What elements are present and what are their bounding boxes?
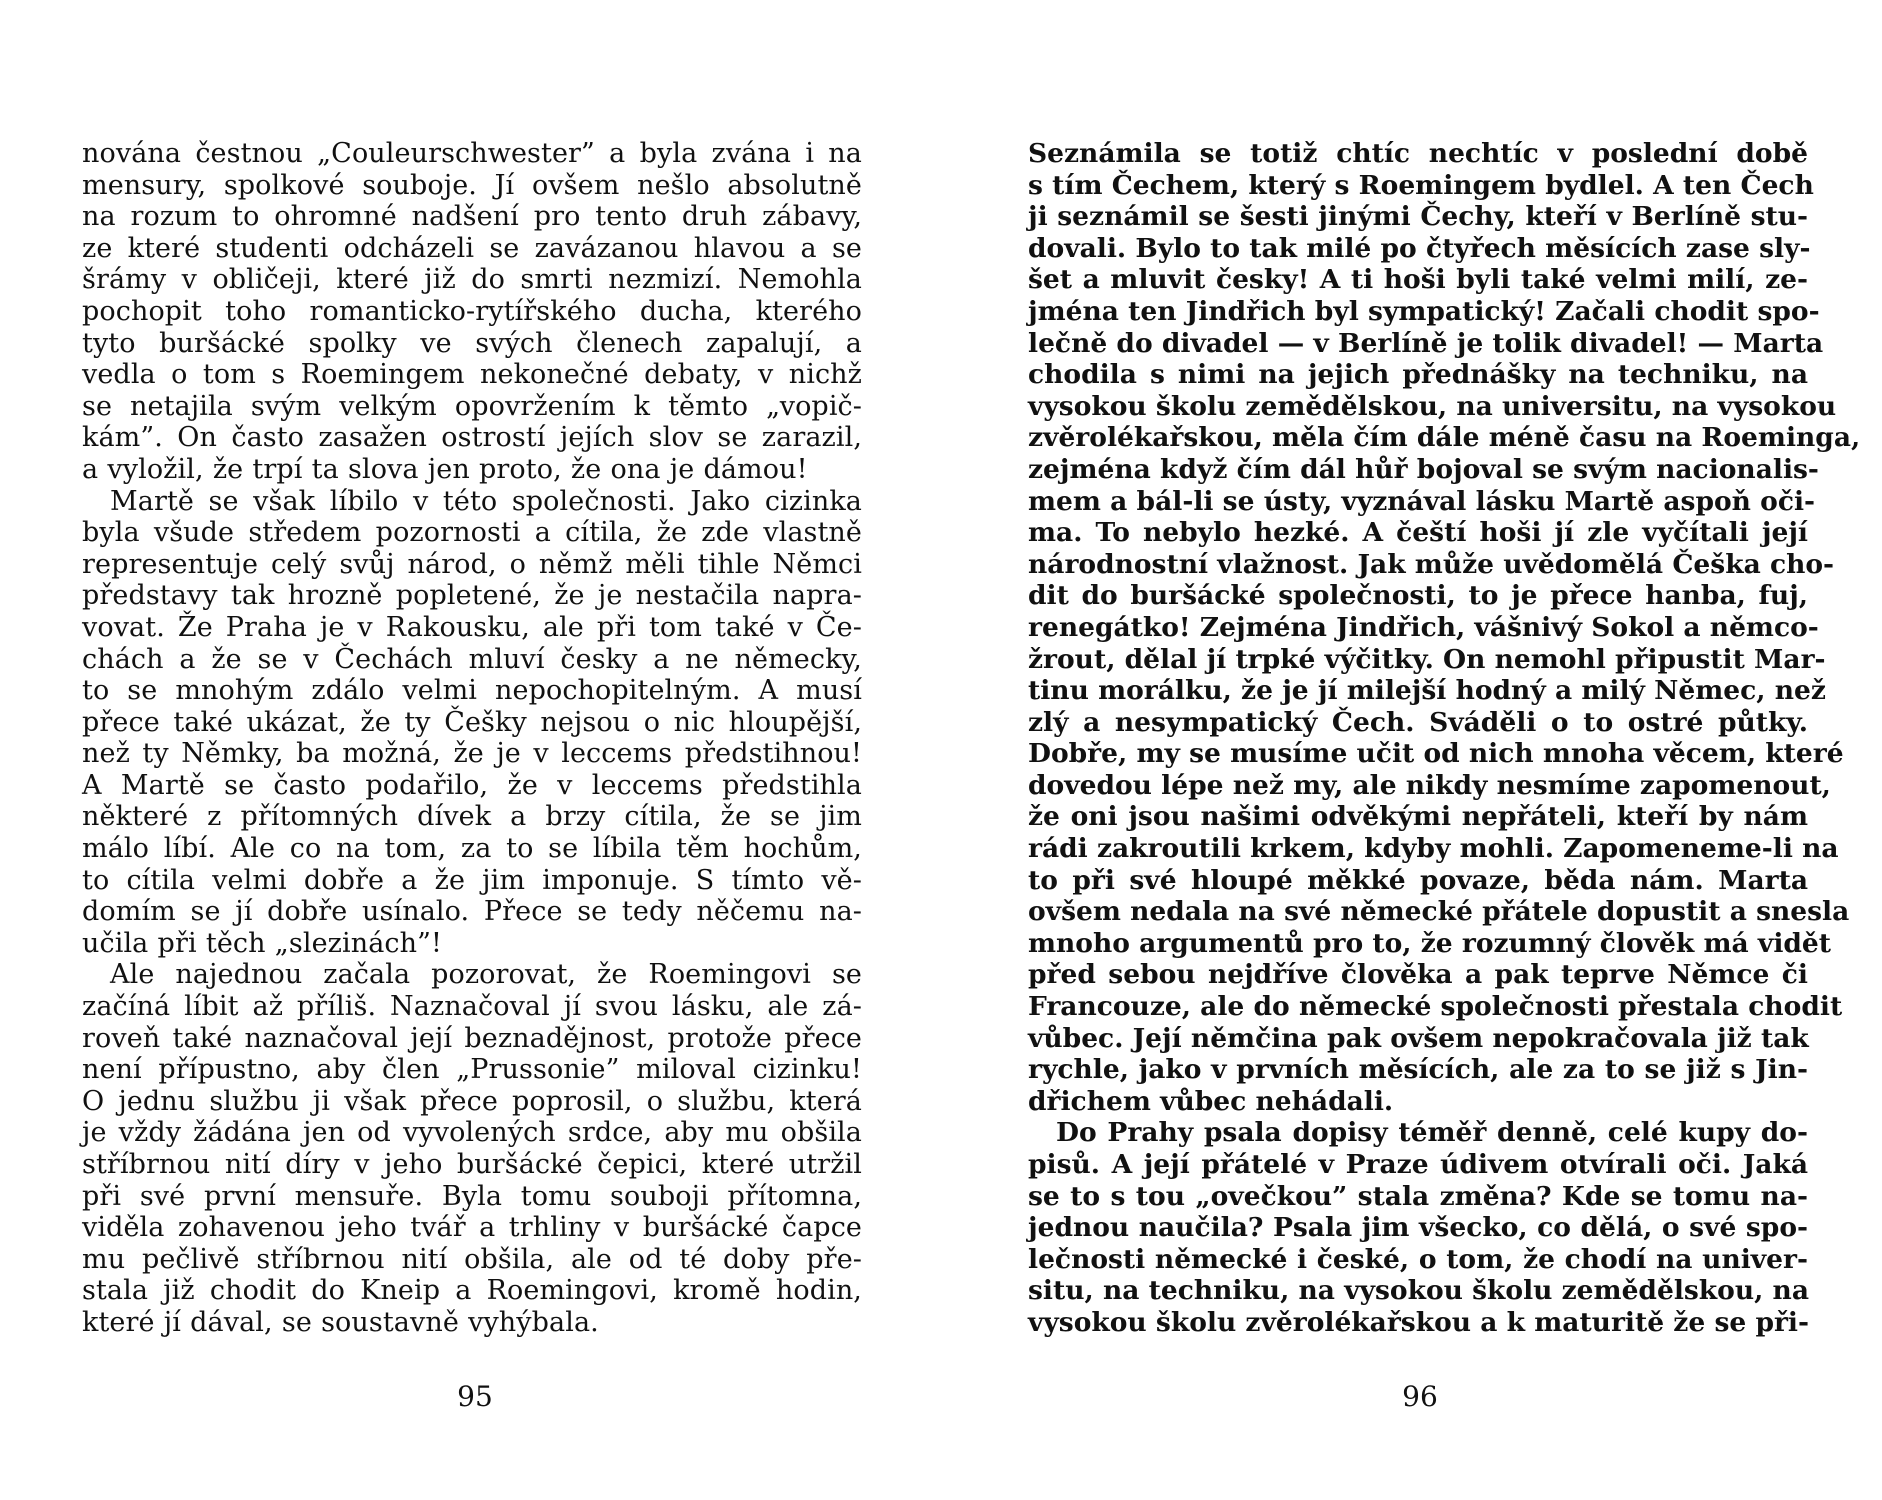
text-line: nována čestnou „Couleurschwester” a byla zvána i na (82, 138, 862, 169)
text-line: jména ten Jindřich byl sympatický! Začali chodit spo- (1028, 295, 1820, 327)
text-line: mem a bál-li se ústy, vyznával lásku Martě aspoň oči- (1028, 485, 1816, 517)
text-line: vysokou školu zvěrolékařskou a k maturitě že se při- (1028, 1306, 1809, 1338)
text-line: s tím Čechem, který s Roemingem bydlel. A ten Čech (1028, 169, 1814, 201)
text-line: domím se jí dobře usínalo. Přece se tedy něčemu na- (82, 896, 862, 928)
text-line: před sebou nejdříve člověka a pak teprve Němce či (1028, 959, 1808, 991)
left-page-number: 95 (457, 1380, 493, 1413)
text-line: mensury, spolkové souboje. Jí ovšem nešlo absolutně (82, 169, 862, 201)
text-line: že oni jsou našimi odvěkými nepřáteli, kteří by nám (1028, 801, 1808, 833)
right-page-number: 96 (1402, 1380, 1438, 1413)
text-line: tyto buršácké spolky ve svých členech zapalují, a (82, 327, 862, 359)
text-line: rychle, jako v prvních měsících, ale za to se již s Jin- (1028, 1054, 1808, 1086)
text-line: O jednu službu ji však přece poprosil, o službu, která (82, 1085, 862, 1117)
text-line: některé z přítomných dívek a brzy cítila, že se jim (82, 801, 862, 833)
text-line: je vždy žádána jen od vyvolených srdce, aby mu obšila (82, 1117, 862, 1149)
text-line: roveň také naznačoval její beznadějnost, protože přece (82, 1022, 862, 1054)
text-line: pochopit toho romanticko-rytířského ducha, kterého (82, 295, 862, 327)
text-line: pisů. A její přátelé v Praze údivem otvírali oči. Jaká (1028, 1149, 1808, 1180)
text-line: přece také ukázat, že ty Češky nejsou o nic hloupější, (82, 706, 862, 738)
text-line: lečnosti německé i české, o tom, že chodí na univer- (1028, 1243, 1808, 1275)
text-line: ma. To nebylo hezké. A čeští hoši jí zle vyčítali její (1028, 517, 1808, 549)
text-line: učila při těch „slezinách”! (82, 927, 442, 959)
text-line: než ty Němky, ba možná, že je v leccems předstihnou! (82, 738, 862, 770)
text-line: jednou naučila? Psala jim všecko, co dělá, o své spo- (1028, 1212, 1808, 1244)
text-line: to cítila velmi dobře a že jim imponuje. S tímto vě- (82, 864, 862, 896)
text-line: zvěrolékařskou, měla čím dále méně času na Roeminga, (1028, 422, 1861, 454)
text-line: mu pečlivě stříbrnou nití obšila, ale od té doby pře- (82, 1243, 862, 1275)
text-line: stříbrnou nití díry v jeho buršácké čepici, které utržil (82, 1149, 862, 1180)
text-line: dit do buršácké společnosti, to je přece hanba, fuj, (1028, 580, 1808, 612)
text-line: lečně do divadel — v Berlíně je tolik divadel! — Marta (1028, 327, 1824, 359)
text-line: Dobře, my se musíme učit od nich mnoha věcem, které (1028, 738, 1844, 770)
text-line: vůbec. Její němčina pak ovšem nepokračovala již tak (1028, 1022, 1809, 1054)
text-line: není přípustno, aby člen „Prussonie” miloval cizinku! (82, 1054, 862, 1086)
text-line: kám”. On často zasažen ostrostí jejích slov se zarazil, (82, 422, 862, 454)
text-line: vysokou školu zemědělskou, na universitu, na vysokou (1028, 390, 1837, 422)
text-line: dřichem vůbec nehádali. (1028, 1085, 1394, 1117)
text-line: ze které studenti odcházeli se zavázanou hlavou a se (82, 232, 862, 264)
text-line: Do Prahy psala dopisy téměř denně, celé kupy do- (1056, 1117, 1808, 1149)
text-line: šet a mluvit česky! A ti hoši byli také velmi milí, ze- (1028, 264, 1808, 296)
text-line: dovali. Bylo to tak milé po čtyřech měsících zase sly- (1028, 232, 1811, 264)
text-line: se netajila svým velkým opovržením k těmto „vopič- (82, 390, 862, 422)
text-line: které jí dával, se soustavně vyhýbala. (82, 1306, 599, 1338)
text-line: rádi zakroutili krkem, kdyby mohli. Zapomeneme-li na (1028, 833, 1839, 865)
text-line: ji seznámil se šesti jinými Čechy, kteří v Berlíně stu- (1028, 201, 1808, 233)
text-line: vedla o tom s Roemingem nekonečné debaty, v nichž (82, 359, 862, 391)
text-line: viděla zohavenou jeho tvář a trhliny v buršácké čapce (82, 1212, 862, 1244)
text-line: národnostní vlažnost. Jak může uvědomělá Češka cho- (1028, 548, 1835, 580)
text-line: na rozum to ohromné nadšení pro tento druh zábavy, (82, 201, 862, 233)
right-page-text (1028, 138, 1861, 1339)
text-line: se to s tou „ovečkou” stala změna? Kde se tomu na- (1028, 1180, 1808, 1212)
text-line: renegátko! Zejména Jindřich, vášnivý Sokol a němco- (1028, 611, 1819, 643)
text-line: vovat. Že Praha je v Rakousku, ale při tom také v Če- (82, 611, 862, 643)
text-line: byla všude středem pozornosti a cítila, že zde vlastně (82, 517, 862, 549)
text-line: to při své hloupé měkké povaze, běda nám. Marta (1028, 864, 1808, 896)
text-line: zlý a nesympatický Čech. Sváděli o to ostré půtky. (1028, 706, 1808, 738)
text-line: zejména když čím dál hůř bojoval se svým nacionalis- (1028, 453, 1819, 485)
text-line: začíná líbit až příliš. Naznačoval jí svou lásku, ale zá- (82, 991, 862, 1023)
text-line: šrámy v obličeji, které již do smrti nezmizí. Nemohla (82, 264, 862, 296)
text-line: tinu morálku, že je jí milejší hodný a milý Němec, než (1028, 675, 1826, 707)
text-line: A Martě se často podařilo, že v leccems předstihla (82, 769, 862, 801)
text-line: representuje celý svůj národ, o němž měli tihle Němci (82, 548, 862, 580)
text-line: Martě se však líbilo v této společnosti. Jako cizinka (110, 485, 862, 517)
text-line: Ale najednou začala pozorovat, že Roemingovi se (110, 959, 862, 991)
text-line: dovedou lépe než my, ale nikdy nesmíme zapomenout, (1028, 769, 1831, 801)
text-line: situ, na techniku, na vysokou školu zemědělskou, na (1028, 1275, 1809, 1307)
left-page-text (82, 138, 862, 1339)
text-line: chodila s nimi na jejich přednášky na techniku, na (1028, 359, 1808, 391)
text-line: Seznámila se totiž chtíc nechtíc v poslední době (1028, 138, 1808, 169)
right-page (1028, 138, 1861, 1339)
text-line: málo líbí. Ale co na tom, za to se líbila těm hochům, (82, 833, 862, 865)
left-page (82, 138, 862, 1339)
text-line: představy tak hrozně popletené, že je nestačila napra- (82, 580, 862, 612)
text-line: při své první mensuře. Byla tomu souboji přítomna, (82, 1180, 862, 1212)
text-line: a vyložil, že trpí ta slova jen proto, že ona je dámou! (82, 453, 808, 485)
text-line: mnoho argumentů pro to, že rozumný člověk má vidět (1028, 927, 1832, 959)
text-line: to se mnohým zdálo velmi nepochopitelným. A musí (82, 675, 862, 707)
text-line: žrout, dělal jí trpké výčitky. On nemohl připustit Mar- (1028, 643, 1826, 675)
text-line: stala již chodit do Kneip a Roemingovi, kromě hodin, (82, 1275, 862, 1307)
text-line: chách a že se v Čechách mluví česky a ne německy, (82, 643, 862, 675)
text-line: Francouze, ale do německé společnosti přestala chodit (1028, 991, 1843, 1023)
text-line: ovšem nedala na své německé přátele dopustit a snesla (1028, 896, 1850, 928)
